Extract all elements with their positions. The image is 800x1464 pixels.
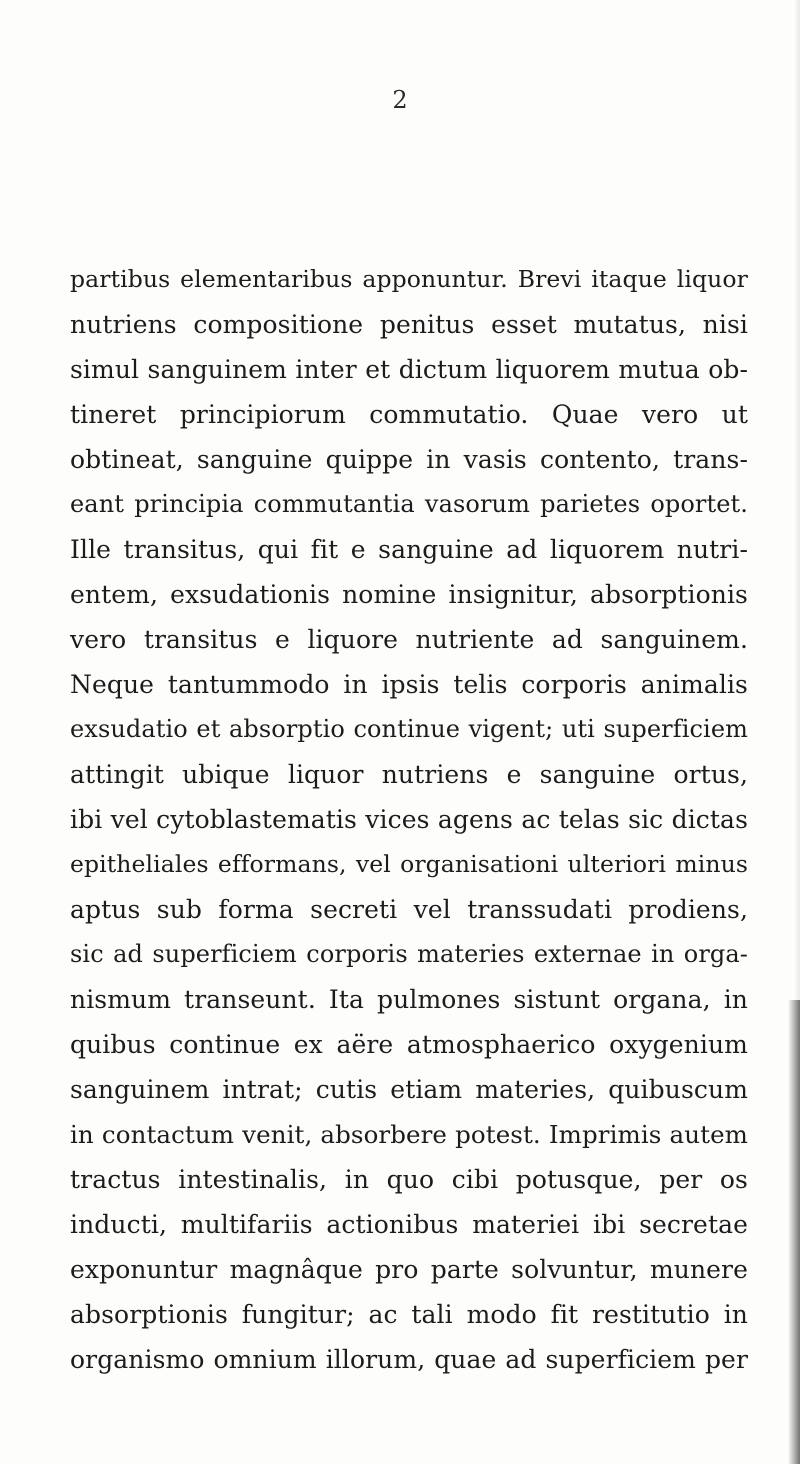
page-number: 2 bbox=[392, 86, 408, 114]
text-line: exponuntur magnâque pro parte solvuntur, munere bbox=[70, 1255, 748, 1284]
text-line: sanguinem intrat; cutis etiam materies, quibuscum bbox=[70, 1075, 748, 1104]
text-line: nismum transeunt. Ita pulmones sistunt organa, in bbox=[70, 985, 748, 1014]
text-line: obtineat, sanguine quippe in vasis contento, trans- bbox=[70, 445, 748, 474]
text-line: aptus sub forma secreti vel transsudati prodiens, bbox=[70, 895, 748, 924]
page-edge-shadow-dark bbox=[788, 1000, 800, 1464]
text-line: exsudatio et absorptio continue vigent; uti superficiem bbox=[70, 715, 748, 743]
text-line: absorptionis fungitur; ac tali modo fit restitutio in bbox=[70, 1300, 748, 1329]
text-line: quibus continue ex aëre atmosphaerico oxygenium bbox=[70, 1030, 748, 1059]
text-line: vero transitus e liquore nutriente ad sanguinem. bbox=[70, 625, 748, 654]
text-line: epitheliales efformans, vel organisationi ulteriori minus bbox=[70, 850, 748, 878]
text-line: eant principia commutantia vasorum parietes oportet. bbox=[70, 490, 748, 518]
text-line: sic ad superficiem corporis materies externae in orga- bbox=[70, 940, 748, 968]
page-edge-shadow bbox=[794, 0, 800, 1000]
text-line: ibi vel cytoblastematis vices agens ac telas sic dictas bbox=[70, 805, 748, 834]
text-line: inducti, multifariis actionibus materiei ibi secretae bbox=[70, 1210, 748, 1239]
text-line: Neque tantummodo in ipsis telis corporis animalis bbox=[70, 670, 748, 699]
text-line: in contactum venit, absorbere potest. Imprimis autem bbox=[70, 1120, 748, 1149]
text-line: nutriens compositione penitus esset mutatus, nisi bbox=[70, 310, 748, 339]
body-text bbox=[70, 257, 748, 1382]
text-line: Ille transitus, qui fit e sanguine ad liquorem nutri- bbox=[70, 535, 748, 564]
text-line: partibus elementaribus apponuntur. Brevi itaque liquor bbox=[70, 265, 748, 293]
text-line: entem, exsudationis nomine insignitur, absorptionis bbox=[70, 580, 748, 609]
text-line: organismo omnium illorum, quae ad superficiem per bbox=[70, 1345, 748, 1374]
text-line: tractus intestinalis, in quo cibi potusque, per os bbox=[70, 1165, 748, 1194]
text-line: simul sanguinem inter et dictum liquorem mutua ob- bbox=[70, 355, 748, 384]
text-line: attingit ubique liquor nutriens e sanguine ortus, bbox=[70, 760, 748, 789]
text-line: tineret principiorum commutatio. Quae vero ut bbox=[70, 400, 748, 429]
